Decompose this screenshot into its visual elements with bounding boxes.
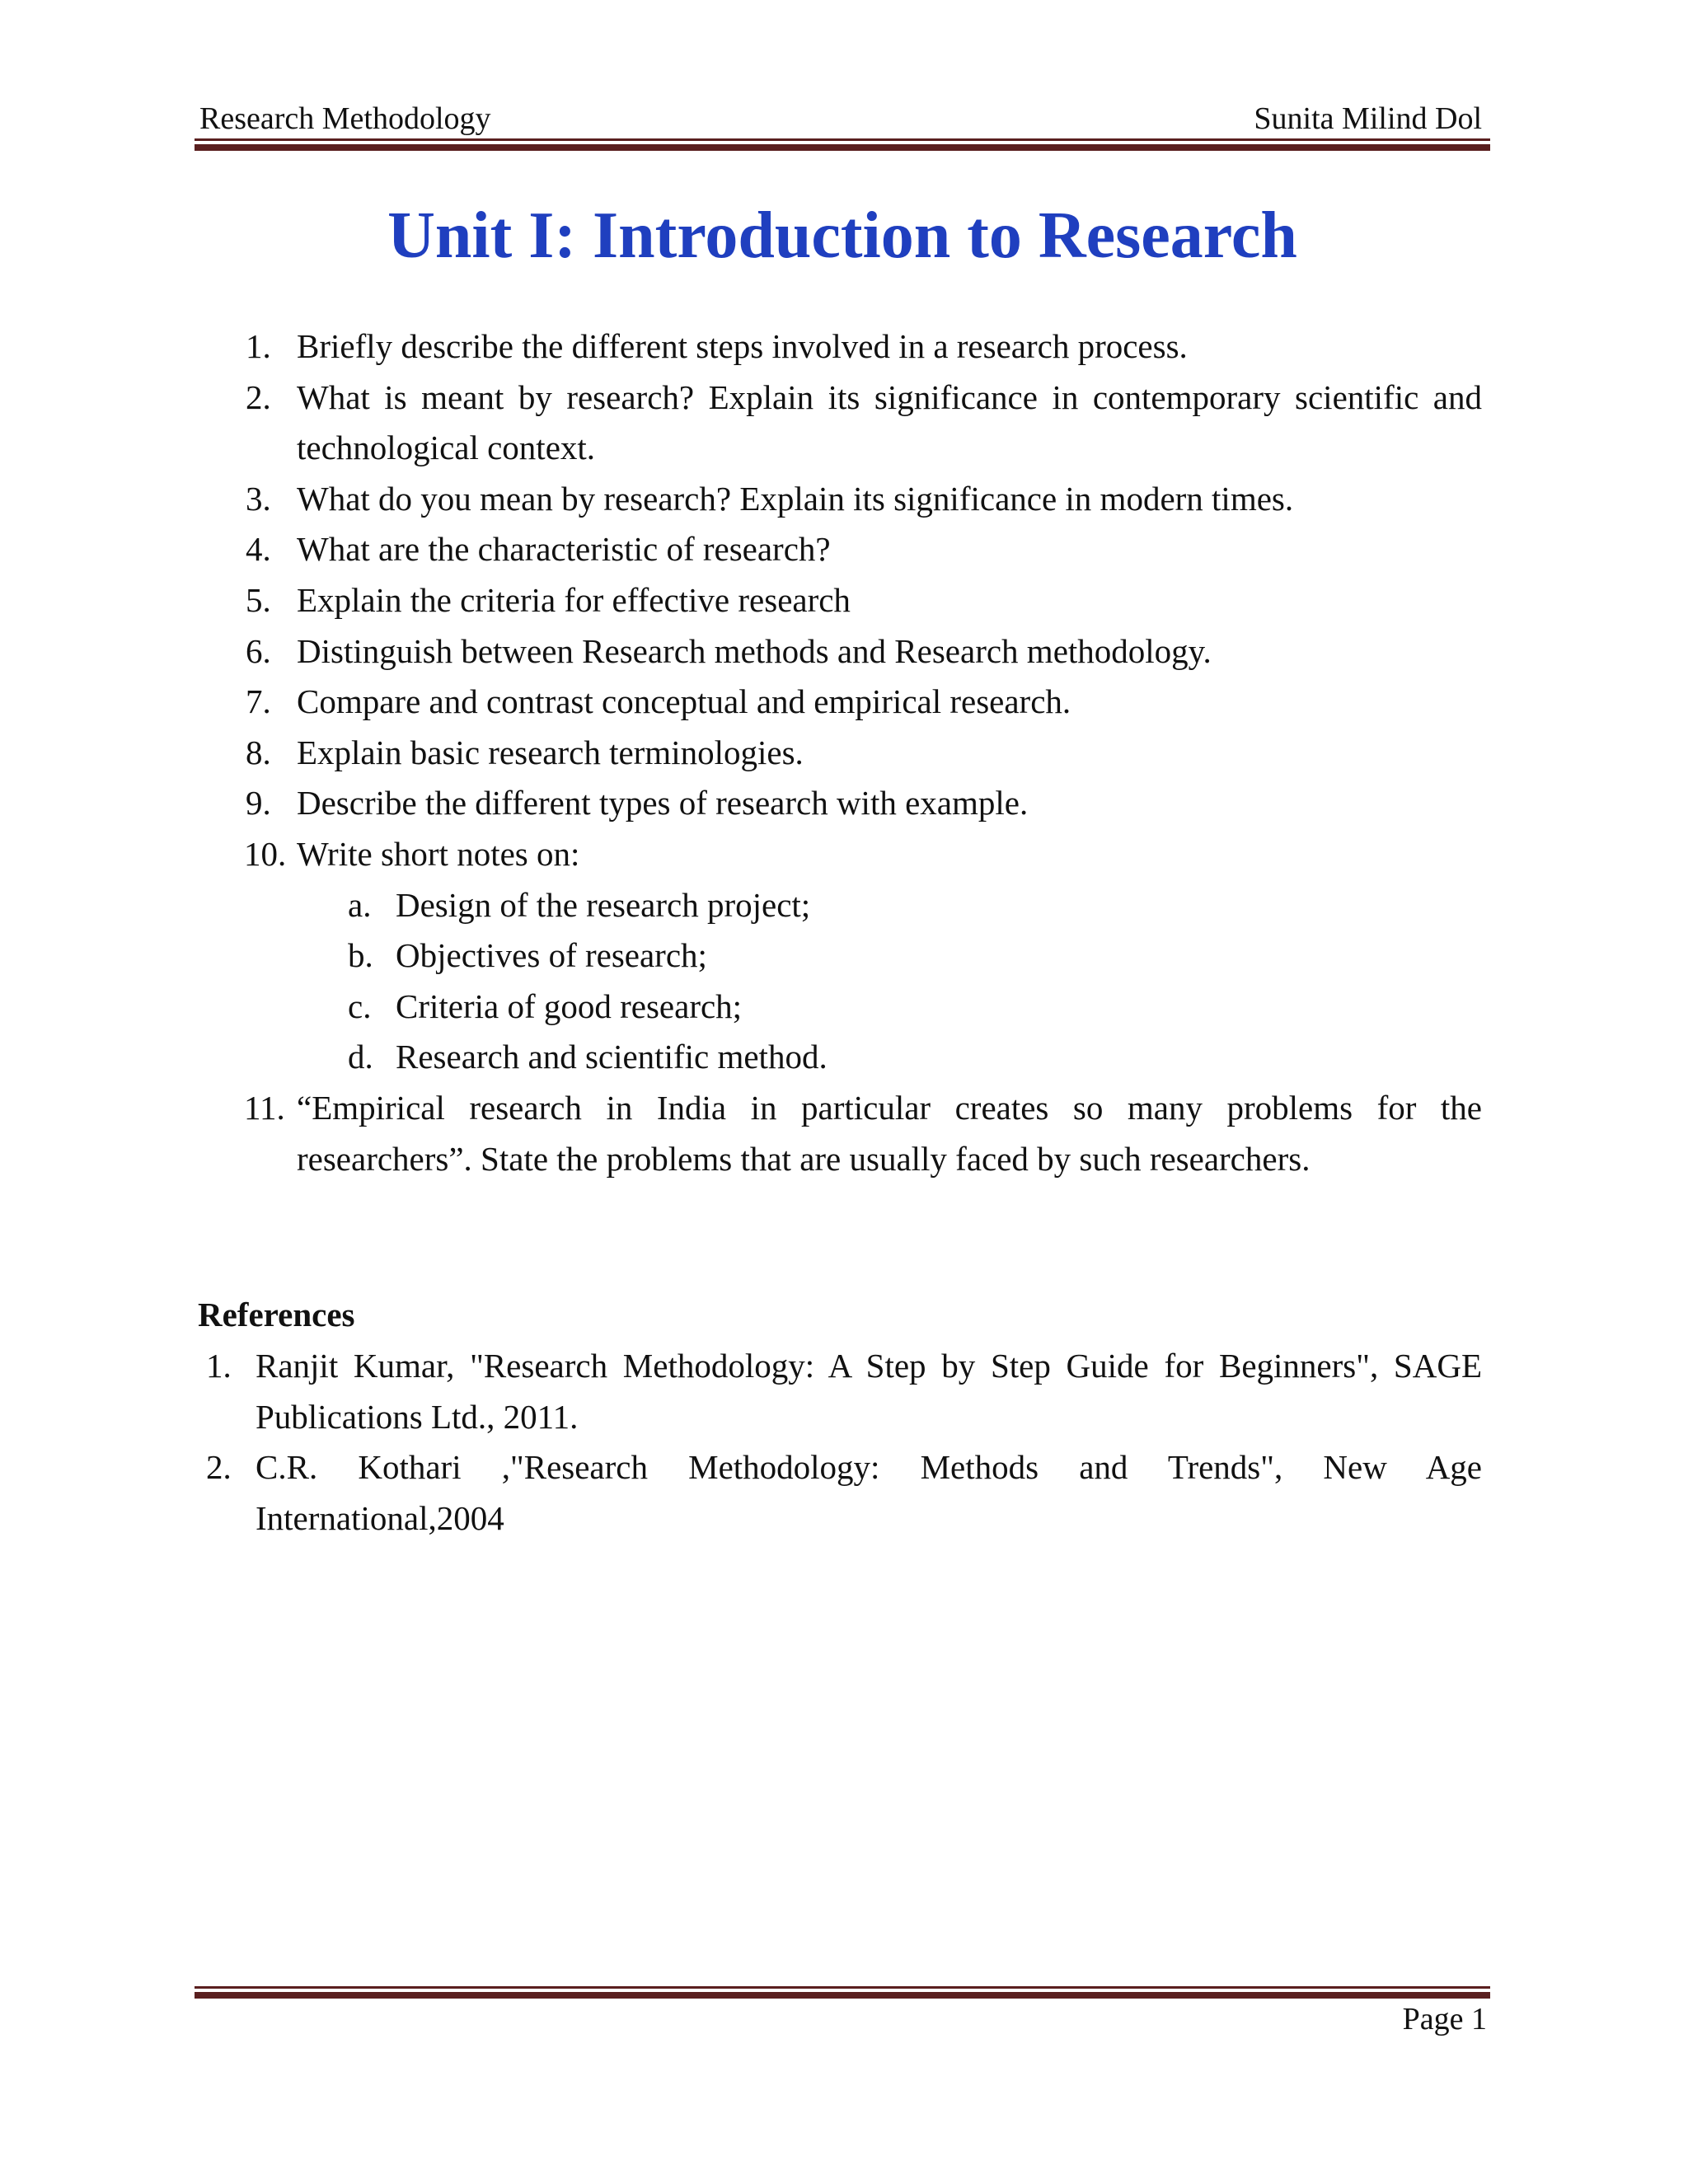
sub-question-letter: a. <box>348 885 372 924</box>
question-number: 4. <box>246 530 271 569</box>
reference-list <box>198 1341 1487 1544</box>
question-text: “Empirical research in India in particular creates so many problems for the researchers”. State the problems that are usually faced by such researchers. <box>297 1088 1482 1178</box>
question-number: 8. <box>246 733 271 771</box>
question-text: Briefly describe the different steps involved in a research process. <box>297 327 1188 365</box>
question-item <box>198 626 1487 677</box>
question-item <box>198 1083 1487 1184</box>
sub-question-item <box>297 880 1482 931</box>
question-text: Explain the criteria for effective research <box>297 580 851 619</box>
reference-text: C.R. Kothari ,"Research Methodology: Methods and Trends", New Age International,2004 <box>256 1448 1482 1537</box>
question-item <box>198 575 1487 626</box>
question-item <box>198 524 1487 575</box>
question-text: Write short notes on: <box>297 834 580 873</box>
question-number: 2. <box>246 377 271 416</box>
question-text: What do you mean by research? Explain its significance in modern times. <box>297 479 1294 518</box>
sub-question-item <box>297 930 1482 982</box>
question-list <box>198 321 1487 1184</box>
sub-question-letter: b. <box>348 936 373 975</box>
question-text: What is meant by research? Explain its significance in contemporary scientific and technological context. <box>297 377 1482 467</box>
question-item <box>198 829 1487 1083</box>
sub-question-item <box>297 982 1482 1033</box>
header-author: Sunita Milind Dol <box>1254 101 1482 136</box>
reference-number: 2. <box>206 1448 232 1487</box>
sub-question-letter: d. <box>348 1038 373 1076</box>
question-text: Explain basic research terminologies. <box>297 733 804 771</box>
question-item <box>198 373 1487 474</box>
reference-text: Ranjit Kumar, "Research Methodology: A Step by Step Guide for Beginners", SAGE Publications Ltd., 2011. <box>256 1347 1482 1436</box>
question-item <box>198 778 1487 829</box>
question-number: 7. <box>246 682 271 721</box>
question-number: 11. <box>244 1088 285 1127</box>
reference-number: 1. <box>206 1347 232 1385</box>
sub-question-text: Research and scientific method. <box>396 1038 828 1076</box>
question-item <box>198 474 1487 525</box>
reference-item <box>198 1341 1487 1442</box>
question-item <box>198 728 1487 779</box>
question-number: 1. <box>246 327 271 365</box>
sub-question-text: Design of the research project; <box>396 885 811 924</box>
question-number: 3. <box>246 479 271 518</box>
sub-question-text: Criteria of good research; <box>396 987 743 1025</box>
question-item <box>198 321 1487 373</box>
reference-item <box>198 1442 1487 1544</box>
question-number: 6. <box>246 631 271 670</box>
header-rule <box>195 138 1490 151</box>
question-text: Distinguish between Research methods and Research methodology. <box>297 631 1212 670</box>
question-number: 10. <box>244 834 287 873</box>
question-text: What are the characteristic of research? <box>297 530 831 569</box>
sub-question-list <box>297 880 1482 1083</box>
question-text: Compare and contrast conceptual and empirical research. <box>297 682 1071 721</box>
sub-question-item <box>297 1032 1482 1083</box>
page-number: Page 1 <box>1402 2002 1487 2036</box>
sub-question-text: Objectives of research; <box>396 936 707 975</box>
page-title: Unit I: Introduction to Research <box>387 199 1297 272</box>
question-text: Describe the different types of research with example. <box>297 784 1029 823</box>
references-heading: References <box>198 1296 355 1333</box>
page-header <box>198 97 1487 140</box>
question-number: 9. <box>246 784 271 823</box>
question-number: 5. <box>246 580 271 619</box>
header-course-title: Research Methodology <box>199 101 491 136</box>
footer-rule <box>195 1986 1490 1999</box>
sub-question-letter: c. <box>348 987 372 1025</box>
question-item <box>198 677 1487 728</box>
